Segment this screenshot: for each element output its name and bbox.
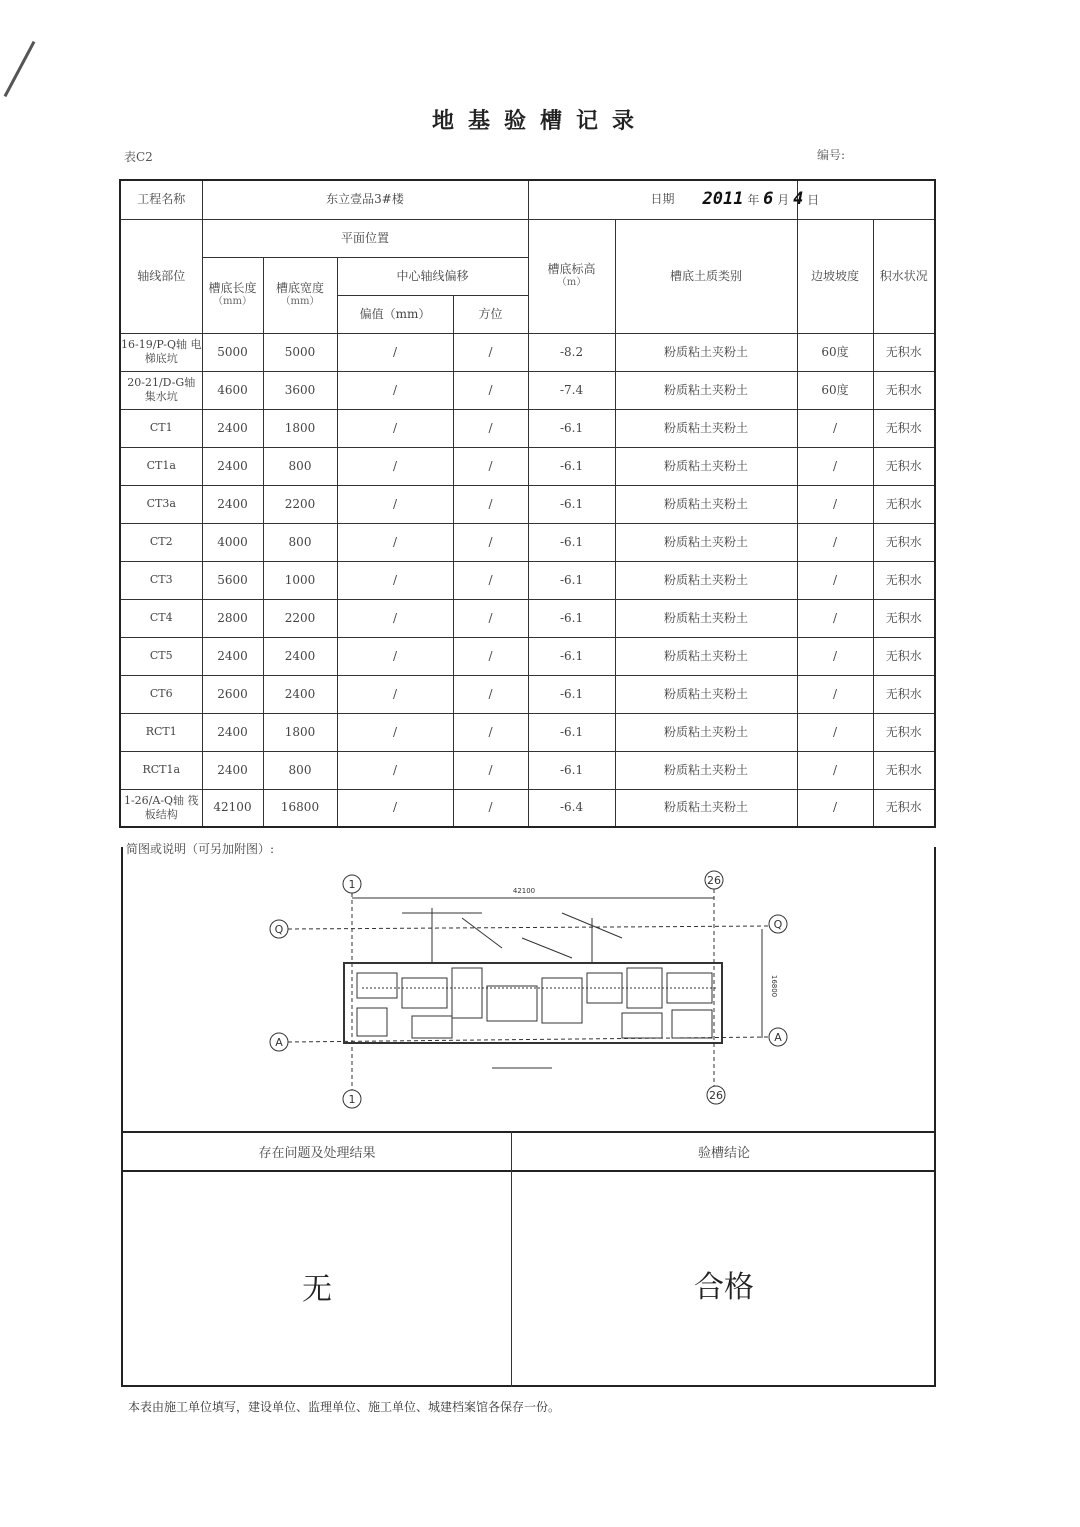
table-row — [120, 751, 935, 789]
header-slope: 边坡坡度 — [797, 219, 873, 333]
header-direction: 方位 — [453, 295, 528, 333]
cell-width: 2200 — [263, 599, 337, 637]
header-length-label: 槽底长度 — [208, 281, 257, 296]
axis-label-top-right: 26 — [707, 874, 721, 887]
cell-axis: 1-26/A-Q轴 筏板结构 — [120, 789, 202, 827]
cell-axis: 20-21/D-G轴 集水坑 — [120, 371, 202, 409]
cell-elevation: -6.4 — [528, 789, 615, 827]
cell-slope: / — [797, 447, 873, 485]
cell-elevation: -6.1 — [528, 409, 615, 447]
cell-width: 2200 — [263, 485, 337, 523]
cell-slope: 60度 — [797, 333, 873, 371]
cell-soil: 粉质粘土夹粉土 — [615, 333, 797, 371]
cell-water: 无积水 — [873, 789, 935, 827]
issues-value: 无 — [302, 1272, 332, 1307]
table-row — [120, 485, 935, 523]
cell-offset: / — [337, 523, 453, 561]
date-month: 6 — [763, 189, 774, 210]
cell-offset: / — [337, 561, 453, 599]
cell-elevation: -6.1 — [528, 675, 615, 713]
cell-width: 2400 — [263, 675, 337, 713]
overall-length-label: 42100 — [512, 887, 536, 895]
date-year-unit: 年 — [747, 193, 760, 208]
inspection-table — [119, 179, 936, 828]
cell-axis: CT5 — [120, 637, 202, 675]
header-water: 积水状况 — [873, 219, 935, 333]
cell-length: 42100 — [202, 789, 263, 827]
cell-direction: / — [453, 447, 528, 485]
sketch-caption: 简图或说明（可另加附图）: — [126, 842, 275, 856]
issues-label: 存在问题及处理结果 — [123, 1131, 511, 1172]
cell-water: 无积水 — [873, 713, 935, 751]
cell-elevation: -6.1 — [528, 485, 615, 523]
cell-axis: 16-19/P-Q轴 电梯底坑 — [120, 333, 202, 371]
project-label: 工程名称 — [120, 180, 202, 219]
cell-elevation: -6.1 — [528, 523, 615, 561]
cell-offset: / — [337, 409, 453, 447]
cell-soil: 粉质粘土夹粉土 — [615, 599, 797, 637]
table-row — [120, 599, 935, 637]
cell-offset: / — [337, 333, 453, 371]
cell-offset: / — [337, 599, 453, 637]
cell-axis: CT3a — [120, 485, 202, 523]
table-row — [120, 637, 935, 675]
cell-direction: / — [453, 789, 528, 827]
cell-length: 2400 — [202, 447, 263, 485]
cell-width: 800 — [263, 751, 337, 789]
cell-width: 5000 — [263, 333, 337, 371]
cell-length: 2400 — [202, 713, 263, 751]
conclusion-label: 验槽结论 — [512, 1131, 936, 1172]
cell-soil: 粉质粘土夹粉土 — [615, 637, 797, 675]
cell-slope: / — [797, 789, 873, 827]
cell-water: 无积水 — [873, 751, 935, 789]
axis-label-bottom-right: 26 — [709, 1089, 723, 1102]
cell-slope: / — [797, 409, 873, 447]
cell-direction: / — [453, 675, 528, 713]
cell-width: 800 — [263, 447, 337, 485]
table-row — [120, 713, 935, 751]
cell-water: 无积水 — [873, 409, 935, 447]
cell-direction: / — [453, 561, 528, 599]
cell-length: 2600 — [202, 675, 263, 713]
cell-axis: CT4 — [120, 599, 202, 637]
cell-soil: 粉质粘土夹粉土 — [615, 789, 797, 827]
cell-length: 2400 — [202, 751, 263, 789]
header-axis: 轴线部位 — [120, 219, 202, 333]
cell-width: 1800 — [263, 713, 337, 751]
cell-length: 2400 — [202, 409, 263, 447]
header-offset-value: 偏值（mm） — [337, 295, 453, 333]
header-width-label: 槽底宽度 — [275, 281, 324, 296]
cell-length: 5000 — [202, 333, 263, 371]
cell-offset: / — [337, 675, 453, 713]
cell-length: 2800 — [202, 599, 263, 637]
cell-axis: CT3 — [120, 561, 202, 599]
cell-offset: / — [337, 485, 453, 523]
cell-water: 无积水 — [873, 637, 935, 675]
cell-elevation: -7.4 — [528, 371, 615, 409]
table-row — [120, 675, 935, 713]
scan-artifact-mark — [4, 41, 36, 97]
cell-direction: / — [453, 485, 528, 523]
cell-water: 无积水 — [873, 371, 935, 409]
table-row — [120, 789, 935, 827]
header-width-unit: （mm） — [280, 296, 320, 308]
cell-soil: 粉质粘土夹粉土 — [615, 713, 797, 751]
cell-slope: / — [797, 561, 873, 599]
header-length-unit: （mm） — [213, 296, 252, 308]
cell-slope: / — [797, 485, 873, 523]
cell-length: 5600 — [202, 561, 263, 599]
cell-length: 4600 — [202, 371, 263, 409]
cell-offset: / — [337, 751, 453, 789]
cell-axis: RCT1a — [120, 751, 202, 789]
cell-axis: CT2 — [120, 523, 202, 561]
cell-offset: / — [337, 637, 453, 675]
date-month-unit: 月 — [777, 193, 790, 208]
header-elevation — [528, 219, 615, 333]
cell-offset: / — [337, 713, 453, 751]
cell-length: 2400 — [202, 485, 263, 523]
header-plan-position: 平面位置 — [202, 219, 528, 257]
header-soil: 槽底土质类别 — [615, 219, 797, 333]
cell-axis: CT1a — [120, 447, 202, 485]
table-row — [120, 447, 935, 485]
axis-label-a-left: A — [275, 1036, 283, 1049]
table-row — [120, 561, 935, 599]
cell-elevation: -6.1 — [528, 561, 615, 599]
cell-direction: / — [453, 523, 528, 561]
cell-water: 无积水 — [873, 561, 935, 599]
cell-water: 无积水 — [873, 447, 935, 485]
axis-label-top-left: 1 — [348, 878, 356, 891]
header-center-offset: 中心轴线偏移 — [337, 257, 528, 295]
cell-elevation: -6.1 — [528, 447, 615, 485]
cell-direction: / — [453, 371, 528, 409]
cell-offset: / — [337, 789, 453, 827]
cell-elevation: -6.1 — [528, 599, 615, 637]
cell-water: 无积水 — [873, 523, 935, 561]
table-body — [120, 333, 935, 827]
cell-axis: CT1 — [120, 409, 202, 447]
cell-elevation: -8.2 — [528, 333, 615, 371]
axis-label-q-left: Q — [274, 923, 284, 936]
result-section — [123, 1131, 936, 1387]
header-length — [202, 257, 263, 333]
cell-elevation: -6.1 — [528, 713, 615, 751]
cell-soil: 粉质粘土夹粉土 — [615, 751, 797, 789]
cell-width: 1000 — [263, 561, 337, 599]
overall-width-label: 16800 — [770, 974, 778, 998]
axis-label-a-right: A — [774, 1031, 782, 1044]
cell-soil: 粉质粘土夹粉土 — [615, 523, 797, 561]
cell-slope: / — [797, 523, 873, 561]
cell-soil: 粉质粘土夹粉土 — [615, 485, 797, 523]
cell-slope: / — [797, 675, 873, 713]
conclusion-column — [512, 1131, 936, 1387]
page-title: 地基验槽记录 — [431, 109, 648, 134]
cell-elevation: -6.1 — [528, 637, 615, 675]
cell-slope: / — [797, 599, 873, 637]
cell-soil: 粉质粘土夹粉土 — [615, 371, 797, 409]
number-label: 编号: — [817, 148, 846, 162]
date-value — [702, 180, 935, 219]
cell-offset: / — [337, 371, 453, 409]
footnote: 本表由施工单位填写，建设单位、监理单位、施工单位、城建档案馆各保存一份。 — [128, 1400, 561, 1414]
cell-soil: 粉质粘土夹粉土 — [615, 675, 797, 713]
cell-width: 16800 — [263, 789, 337, 827]
cell-water: 无积水 — [873, 599, 935, 637]
cell-water: 无积水 — [873, 675, 935, 713]
date-year: 2011 — [702, 189, 744, 210]
cell-width: 2400 — [263, 637, 337, 675]
header-width — [263, 257, 337, 333]
cell-length: 2400 — [202, 637, 263, 675]
cell-slope: / — [797, 751, 873, 789]
table-row — [120, 409, 935, 447]
header-elevation-unit: （m） — [556, 277, 587, 289]
header-elevation-label: 槽底标高 — [547, 262, 596, 277]
axis-label-bottom-left: 1 — [348, 1093, 356, 1106]
cell-width: 1800 — [263, 409, 337, 447]
cell-water: 无积水 — [873, 333, 935, 371]
cell-direction: / — [453, 409, 528, 447]
cell-elevation: -6.1 — [528, 751, 615, 789]
cell-water: 无积水 — [873, 485, 935, 523]
table-row — [120, 333, 935, 371]
form-code: 表C2 — [124, 150, 153, 164]
cell-direction: / — [453, 637, 528, 675]
axis-label-q-right: Q — [773, 918, 783, 931]
cell-soil: 粉质粘土夹粉土 — [615, 561, 797, 599]
cell-slope: / — [797, 637, 873, 675]
cell-direction: / — [453, 333, 528, 371]
cell-soil: 粉质粘土夹粉土 — [615, 409, 797, 447]
foundation-plan-diagram — [262, 868, 802, 1113]
date-day: 4 — [793, 189, 804, 210]
cell-axis: RCT1 — [120, 713, 202, 751]
table-row — [120, 523, 935, 561]
cell-soil: 粉质粘土夹粉土 — [615, 447, 797, 485]
cell-width: 800 — [263, 523, 337, 561]
cell-slope: 60度 — [797, 371, 873, 409]
cell-slope: / — [797, 713, 873, 751]
table-row — [120, 371, 935, 409]
cell-offset: / — [337, 447, 453, 485]
cell-direction: / — [453, 713, 528, 751]
cell-width: 3600 — [263, 371, 337, 409]
project-value: 东立壹品3#楼 — [202, 180, 528, 219]
date-day-unit: 日 — [807, 193, 820, 208]
cell-axis: CT6 — [120, 675, 202, 713]
cell-length: 4000 — [202, 523, 263, 561]
cell-direction: / — [453, 751, 528, 789]
cell-direction: / — [453, 599, 528, 637]
issues-column — [123, 1131, 512, 1387]
date-label: 日期 — [528, 180, 797, 219]
conclusion-value: 合格 — [694, 1270, 754, 1305]
